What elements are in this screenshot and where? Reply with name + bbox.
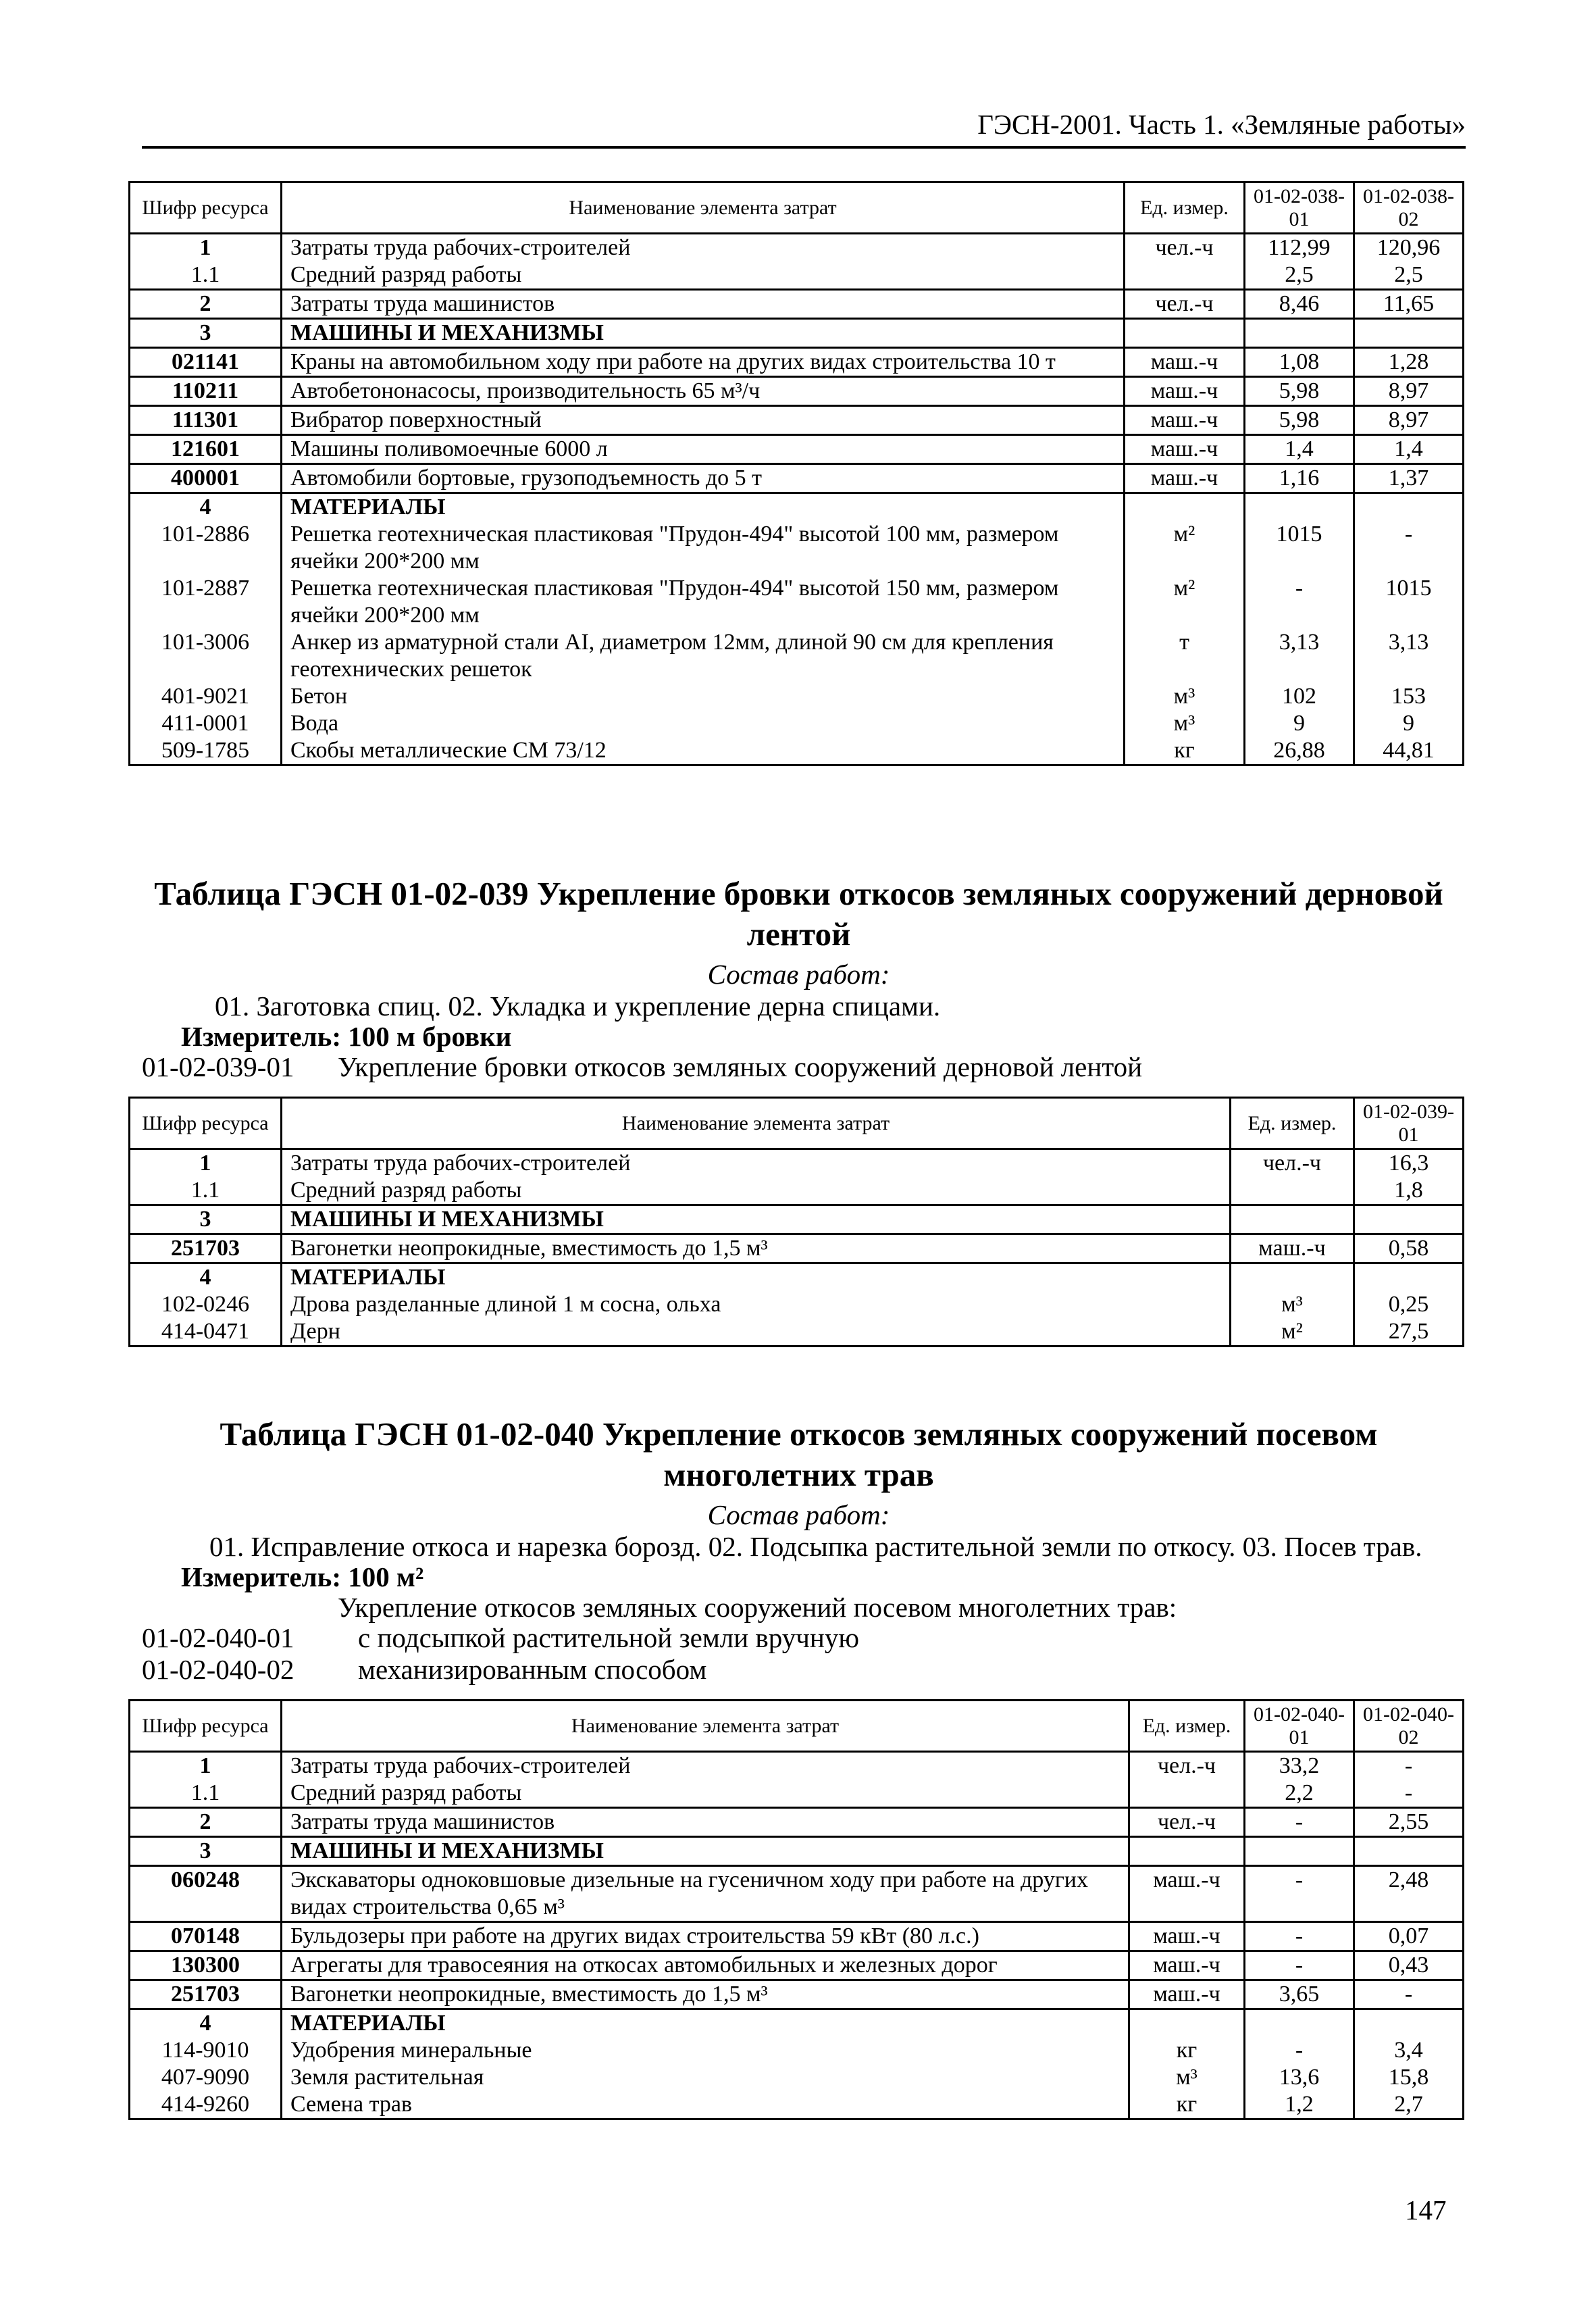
table-row xyxy=(130,2091,1464,2119)
resource-value: 0,25 xyxy=(1354,1291,1464,1318)
resource-value: 1,4 xyxy=(1245,435,1354,464)
item-intro: Укрепление откосов земляных сооружений посевом многолетних трав: xyxy=(338,1592,1177,1623)
resource-code: 4 xyxy=(130,2009,282,2038)
resource-name: Вагонетки неопрокидные, вместимость до 1,5 м³ xyxy=(282,1234,1231,1263)
resource-name: Затраты труда рабочих-строителей xyxy=(282,1149,1231,1178)
resource-value xyxy=(1245,493,1354,522)
resource-unit xyxy=(1129,1780,1245,1808)
resource-value: 9 xyxy=(1245,710,1354,737)
resource-unit xyxy=(1231,1263,1354,1292)
resource-name: Затраты труда рабочих-строителей xyxy=(282,234,1125,262)
resource-code: 3 xyxy=(130,319,282,348)
resource-value xyxy=(1245,319,1354,348)
col-header-unit: Ед. измер. xyxy=(1125,182,1245,234)
title-line: лентой xyxy=(746,915,851,953)
resource-value: 1,16 xyxy=(1245,464,1354,493)
page-number: 147 xyxy=(1405,2194,1447,2225)
resource-value: 1,08 xyxy=(1245,348,1354,377)
resource-value xyxy=(1354,1205,1464,1234)
resource-value: 5,98 xyxy=(1245,406,1354,435)
resource-code: 400001 xyxy=(130,464,282,493)
table-row xyxy=(130,1263,1464,1292)
resource-value: - xyxy=(1245,1866,1354,1922)
table-row xyxy=(130,1780,1464,1808)
resource-unit: маш.-ч xyxy=(1129,1922,1245,1951)
resource-unit xyxy=(1129,1837,1245,1866)
resource-name: Бульдозеры при работе на других видах строительства 59 кВт (80 л.с.) xyxy=(282,1922,1129,1951)
resource-value: 3,65 xyxy=(1245,1980,1354,2009)
col-header-value: 01-02-040-02 xyxy=(1354,1701,1464,1752)
resource-value xyxy=(1354,319,1464,348)
table-row xyxy=(130,1837,1464,1866)
resource-code: 101-3006 xyxy=(130,629,282,683)
resource-unit: т xyxy=(1125,629,1245,683)
resource-unit: м² xyxy=(1125,521,1245,575)
resource-code: 509-1785 xyxy=(130,737,282,765)
resource-name: Дерн xyxy=(282,1318,1231,1347)
table-row xyxy=(130,629,1464,683)
resource-unit xyxy=(1125,319,1245,348)
resource-unit xyxy=(1231,1205,1354,1234)
col-header-value: 01-02-038-01 xyxy=(1245,182,1354,234)
resource-code: 130300 xyxy=(130,1951,282,1980)
table-row xyxy=(130,377,1464,406)
table-row xyxy=(130,493,1464,522)
resource-code: 3 xyxy=(130,1837,282,1866)
resource-value: 27,5 xyxy=(1354,1318,1464,1347)
table-row xyxy=(130,1149,1464,1178)
resource-name: Бетон xyxy=(282,683,1125,710)
resource-name: Земля растительная xyxy=(282,2064,1129,2091)
resource-unit xyxy=(1129,2009,1245,2038)
resource-value: 3,4 xyxy=(1354,2037,1464,2064)
table-row xyxy=(130,710,1464,737)
resource-code: 1 xyxy=(130,1149,282,1178)
section-title xyxy=(135,874,1462,955)
resource-value: - xyxy=(1354,521,1464,575)
resource-code: 111301 xyxy=(130,406,282,435)
resource-unit: маш.-ч xyxy=(1125,464,1245,493)
resource-name: Средний разряд работы xyxy=(282,1177,1231,1205)
resource-name: Агрегаты для травосеяния на откосах автомобильных и железных дорог xyxy=(282,1951,1129,1980)
resource-name: Затраты труда машинистов xyxy=(282,290,1125,319)
resource-code: 251703 xyxy=(130,1980,282,2009)
table-row xyxy=(130,1291,1464,1318)
resource-value: 2,7 xyxy=(1354,2091,1464,2119)
resource-name: Удобрения минеральные xyxy=(282,2037,1129,2064)
resource-name: Вода xyxy=(282,710,1125,737)
title-line: Таблица ГЭСН 01-02-040 Укрепление откосов земляных сооружений посевом xyxy=(220,1415,1378,1453)
table-row xyxy=(130,737,1464,765)
resource-code: 021141 xyxy=(130,348,282,377)
table-row xyxy=(130,261,1464,290)
resource-value: 2,55 xyxy=(1354,1808,1464,1837)
resource-table-040 xyxy=(128,1699,1464,2120)
resource-name: МАТЕРИАЛЫ xyxy=(282,1263,1231,1292)
measurement-unit: Измеритель: 100 м² xyxy=(181,1561,424,1592)
resource-unit: м³ xyxy=(1129,2064,1245,2091)
table-row xyxy=(130,406,1464,435)
resource-value: 8,97 xyxy=(1354,406,1464,435)
resource-value: 26,88 xyxy=(1245,737,1354,765)
table-row xyxy=(130,1177,1464,1205)
resource-code: 1 xyxy=(130,1752,282,1780)
resource-value: - xyxy=(1354,1752,1464,1780)
resource-value: 102 xyxy=(1245,683,1354,710)
resource-unit: маш.-ч xyxy=(1129,1980,1245,2009)
table-row xyxy=(130,1318,1464,1347)
resource-unit: маш.-ч xyxy=(1125,377,1245,406)
item-code: 01-02-039-01 xyxy=(142,1051,294,1082)
measurement-unit: Измеритель: 100 м бровки xyxy=(181,1021,512,1052)
resource-name: Вагонетки неопрокидные, вместимость до 1,5 м³ xyxy=(282,1980,1129,2009)
col-header-code: Шифр ресурса xyxy=(130,182,282,234)
resource-value xyxy=(1245,2009,1354,2038)
resource-name: Автобетононасосы, производительность 65 м³/ч xyxy=(282,377,1125,406)
resource-value: - xyxy=(1245,1922,1354,1951)
resource-unit: маш.-ч xyxy=(1129,1866,1245,1922)
resource-value: 1,28 xyxy=(1354,348,1464,377)
resource-table-038 xyxy=(128,181,1464,766)
resource-code: 121601 xyxy=(130,435,282,464)
resource-code: 102-0246 xyxy=(130,1291,282,1318)
work-description: 01. Исправление откоса и нарезка борозд. 02. Подсыпка растительной земли по откосу. 03. Посев трав. xyxy=(209,1531,1422,1562)
resource-code: 1 xyxy=(130,234,282,262)
col-header-unit: Ед. измер. xyxy=(1129,1701,1245,1752)
resource-unit: кг xyxy=(1129,2091,1245,2119)
resource-value xyxy=(1354,1263,1464,1292)
table-row xyxy=(130,1752,1464,1780)
resource-value: 2,5 xyxy=(1354,261,1464,290)
resource-unit: чел.-ч xyxy=(1231,1149,1354,1178)
resource-value: 3,13 xyxy=(1354,629,1464,683)
resource-code: 401-9021 xyxy=(130,683,282,710)
resource-code: 060248 xyxy=(130,1866,282,1922)
table-row xyxy=(130,2037,1464,2064)
resource-unit: чел.-ч xyxy=(1129,1808,1245,1837)
resource-value: 8,46 xyxy=(1245,290,1354,319)
resource-unit: маш.-ч xyxy=(1125,435,1245,464)
resource-code: 411-0001 xyxy=(130,710,282,737)
resource-name: Скобы металлические СМ 73/12 xyxy=(282,737,1125,765)
resource-value xyxy=(1354,2009,1464,2038)
resource-name: МАТЕРИАЛЫ xyxy=(282,493,1125,522)
item-code: 01-02-040-01 xyxy=(142,1622,294,1653)
table-row xyxy=(130,2009,1464,2038)
resource-value: 11,65 xyxy=(1354,290,1464,319)
table-row xyxy=(130,683,1464,710)
col-header-value: 01-02-040-01 xyxy=(1245,1701,1354,1752)
resource-value xyxy=(1354,493,1464,522)
resource-code: 101-2886 xyxy=(130,521,282,575)
resource-unit: маш.-ч xyxy=(1125,406,1245,435)
resource-code: 251703 xyxy=(130,1234,282,1263)
resource-value: 3,13 xyxy=(1245,629,1354,683)
col-header-code: Шифр ресурса xyxy=(130,1701,282,1752)
resource-value: - xyxy=(1354,1980,1464,2009)
resource-unit: чел.-ч xyxy=(1125,234,1245,262)
title-line: многолетних трав xyxy=(663,1456,934,1493)
resource-table-039 xyxy=(128,1097,1464,1347)
table-row xyxy=(130,1205,1464,1234)
resource-code: 3 xyxy=(130,1205,282,1234)
resource-value: 13,6 xyxy=(1245,2064,1354,2091)
work-description: 01. Заготовка спиц. 02. Укладка и укрепление дерна спицами. xyxy=(215,990,941,1022)
resource-unit xyxy=(1231,1177,1354,1205)
table-row xyxy=(130,521,1464,575)
resource-name: МАШИНЫ И МЕХАНИЗМЫ xyxy=(282,1837,1129,1866)
resource-value: - xyxy=(1354,1780,1464,1808)
resource-value: 5,98 xyxy=(1245,377,1354,406)
resource-name: Средний разряд работы xyxy=(282,1780,1129,1808)
title-line: Таблица ГЭСН 01-02-039 Укрепление бровки откосов земляных сооружений дерновой xyxy=(154,875,1443,912)
item-code: 01-02-040-02 xyxy=(142,1654,294,1685)
resource-code: 1.1 xyxy=(130,1780,282,1808)
resource-value: 2,5 xyxy=(1245,261,1354,290)
resource-code: 1.1 xyxy=(130,261,282,290)
resource-unit: чел.-ч xyxy=(1129,1752,1245,1780)
table-row xyxy=(130,290,1464,319)
resource-unit: маш.-ч xyxy=(1231,1234,1354,1263)
resource-name: МАШИНЫ И МЕХАНИЗМЫ xyxy=(282,1205,1231,1234)
resource-value: 2,48 xyxy=(1354,1866,1464,1922)
col-header-unit: Ед. измер. xyxy=(1231,1098,1354,1149)
table-row xyxy=(130,1951,1464,1980)
resource-unit: чел.-ч xyxy=(1125,290,1245,319)
resource-value: 16,3 xyxy=(1354,1149,1464,1178)
resource-name: Решетка геотехническая пластиковая "Прудон-494" высотой 100 мм, размером ячейки 200*200 мм xyxy=(282,521,1125,575)
resource-name: Краны на автомобильном ходу при работе на других видах строительства 10 т xyxy=(282,348,1125,377)
resource-name: Семена трав xyxy=(282,2091,1129,2119)
table-row xyxy=(130,1922,1464,1951)
resource-name: Машины поливомоечные 6000 л xyxy=(282,435,1125,464)
resource-code: 110211 xyxy=(130,377,282,406)
table-row xyxy=(130,1866,1464,1922)
resource-unit: м³ xyxy=(1125,683,1245,710)
resource-value xyxy=(1354,1837,1464,1866)
table-row xyxy=(130,1808,1464,1837)
resource-name: Вибратор поверхностный xyxy=(282,406,1125,435)
resource-value xyxy=(1245,1837,1354,1866)
resource-value: 120,96 xyxy=(1354,234,1464,262)
resource-unit: м³ xyxy=(1125,710,1245,737)
resource-value: 33,2 xyxy=(1245,1752,1354,1780)
resource-value: 1,8 xyxy=(1354,1177,1464,1205)
resource-code: 1.1 xyxy=(130,1177,282,1205)
resource-name: Дрова разделанные длиной 1 м сосна, ольха xyxy=(282,1291,1231,1318)
resource-name: Анкер из арматурной стали AI, диаметром 12мм, длиной 90 см для крепления геотехнических решеток xyxy=(282,629,1125,683)
resource-name: МАТЕРИАЛЫ xyxy=(282,2009,1129,2038)
resource-code: 101-2887 xyxy=(130,575,282,629)
resource-unit: м² xyxy=(1231,1318,1354,1347)
resource-name: Решетка геотехническая пластиковая "Прудон-494" высотой 150 мм, размером ячейки 200*200 мм xyxy=(282,575,1125,629)
resource-value: 9 xyxy=(1354,710,1464,737)
work-composition-label: Состав работ: xyxy=(707,959,890,990)
table-row xyxy=(130,1980,1464,2009)
table-row xyxy=(130,435,1464,464)
item-name: Укрепление бровки откосов земляных сооружений дерновой лентой xyxy=(338,1051,1143,1082)
resource-value: 1015 xyxy=(1354,575,1464,629)
col-header-name: Наименование элемента затрат xyxy=(282,1098,1231,1149)
resource-value: - xyxy=(1245,575,1354,629)
resource-unit: маш.-ч xyxy=(1129,1951,1245,1980)
resource-value: 2,2 xyxy=(1245,1780,1354,1808)
resource-name: Затраты труда рабочих-строителей xyxy=(282,1752,1129,1780)
resource-value: 1,37 xyxy=(1354,464,1464,493)
col-header-value: 01-02-039-01 xyxy=(1354,1098,1464,1149)
resource-value: 1,2 xyxy=(1245,2091,1354,2119)
resource-code: 070148 xyxy=(130,1922,282,1951)
col-header-name: Наименование элемента затрат xyxy=(282,1701,1129,1752)
table-row xyxy=(130,1234,1464,1263)
resource-name: Экскаваторы одноковшовые дизельные на гусеничном ходу при работе на других видах строительства 0,65 м³ xyxy=(282,1866,1129,1922)
resource-code: 4 xyxy=(130,493,282,522)
resource-value: - xyxy=(1245,1951,1354,1980)
resource-code: 114-9010 xyxy=(130,2037,282,2064)
resource-value: 44,81 xyxy=(1354,737,1464,765)
running-header: ГЭСН-2001. Часть 1. «Земляные работы» xyxy=(142,108,1466,149)
resource-value: 1015 xyxy=(1245,521,1354,575)
resource-unit: кг xyxy=(1125,737,1245,765)
resource-value: 1,4 xyxy=(1354,435,1464,464)
table-row xyxy=(130,234,1464,262)
table-row xyxy=(130,319,1464,348)
resource-name: Средний разряд работы xyxy=(282,261,1125,290)
resource-unit: маш.-ч xyxy=(1125,348,1245,377)
resource-code: 4 xyxy=(130,1263,282,1292)
section-title xyxy=(135,1414,1462,1495)
resource-code: 2 xyxy=(130,1808,282,1837)
resource-name: Автомобили бортовые, грузоподъемность до 5 т xyxy=(282,464,1125,493)
item-name: с подсыпкой растительной земли вручную xyxy=(358,1622,859,1653)
resource-value: 15,8 xyxy=(1354,2064,1464,2091)
resource-value: 153 xyxy=(1354,683,1464,710)
work-composition-label: Состав работ: xyxy=(707,1499,890,1530)
resource-value: 0,07 xyxy=(1354,1922,1464,1951)
resource-unit: м² xyxy=(1125,575,1245,629)
table-row xyxy=(130,575,1464,629)
resource-name: МАШИНЫ И МЕХАНИЗМЫ xyxy=(282,319,1125,348)
resource-unit: м³ xyxy=(1231,1291,1354,1318)
col-header-name: Наименование элемента затрат xyxy=(282,182,1125,234)
resource-unit xyxy=(1125,493,1245,522)
resource-code: 414-9260 xyxy=(130,2091,282,2119)
table-row xyxy=(130,348,1464,377)
resource-value: - xyxy=(1245,2037,1354,2064)
table-row xyxy=(130,2064,1464,2091)
resource-value: 8,97 xyxy=(1354,377,1464,406)
resource-unit xyxy=(1125,261,1245,290)
resource-value: 0,43 xyxy=(1354,1951,1464,1980)
resource-unit: кг xyxy=(1129,2037,1245,2064)
resource-name: Затраты труда машинистов xyxy=(282,1808,1129,1837)
resource-code: 414-0471 xyxy=(130,1318,282,1347)
table-row xyxy=(130,464,1464,493)
resource-code: 407-9090 xyxy=(130,2064,282,2091)
resource-value: - xyxy=(1245,1808,1354,1837)
item-name: механизированным способом xyxy=(358,1654,707,1685)
col-header-value: 01-02-038-02 xyxy=(1354,182,1464,234)
col-header-code: Шифр ресурса xyxy=(130,1098,282,1149)
resource-value: 112,99 xyxy=(1245,234,1354,262)
resource-value: 0,58 xyxy=(1354,1234,1464,1263)
resource-code: 2 xyxy=(130,290,282,319)
